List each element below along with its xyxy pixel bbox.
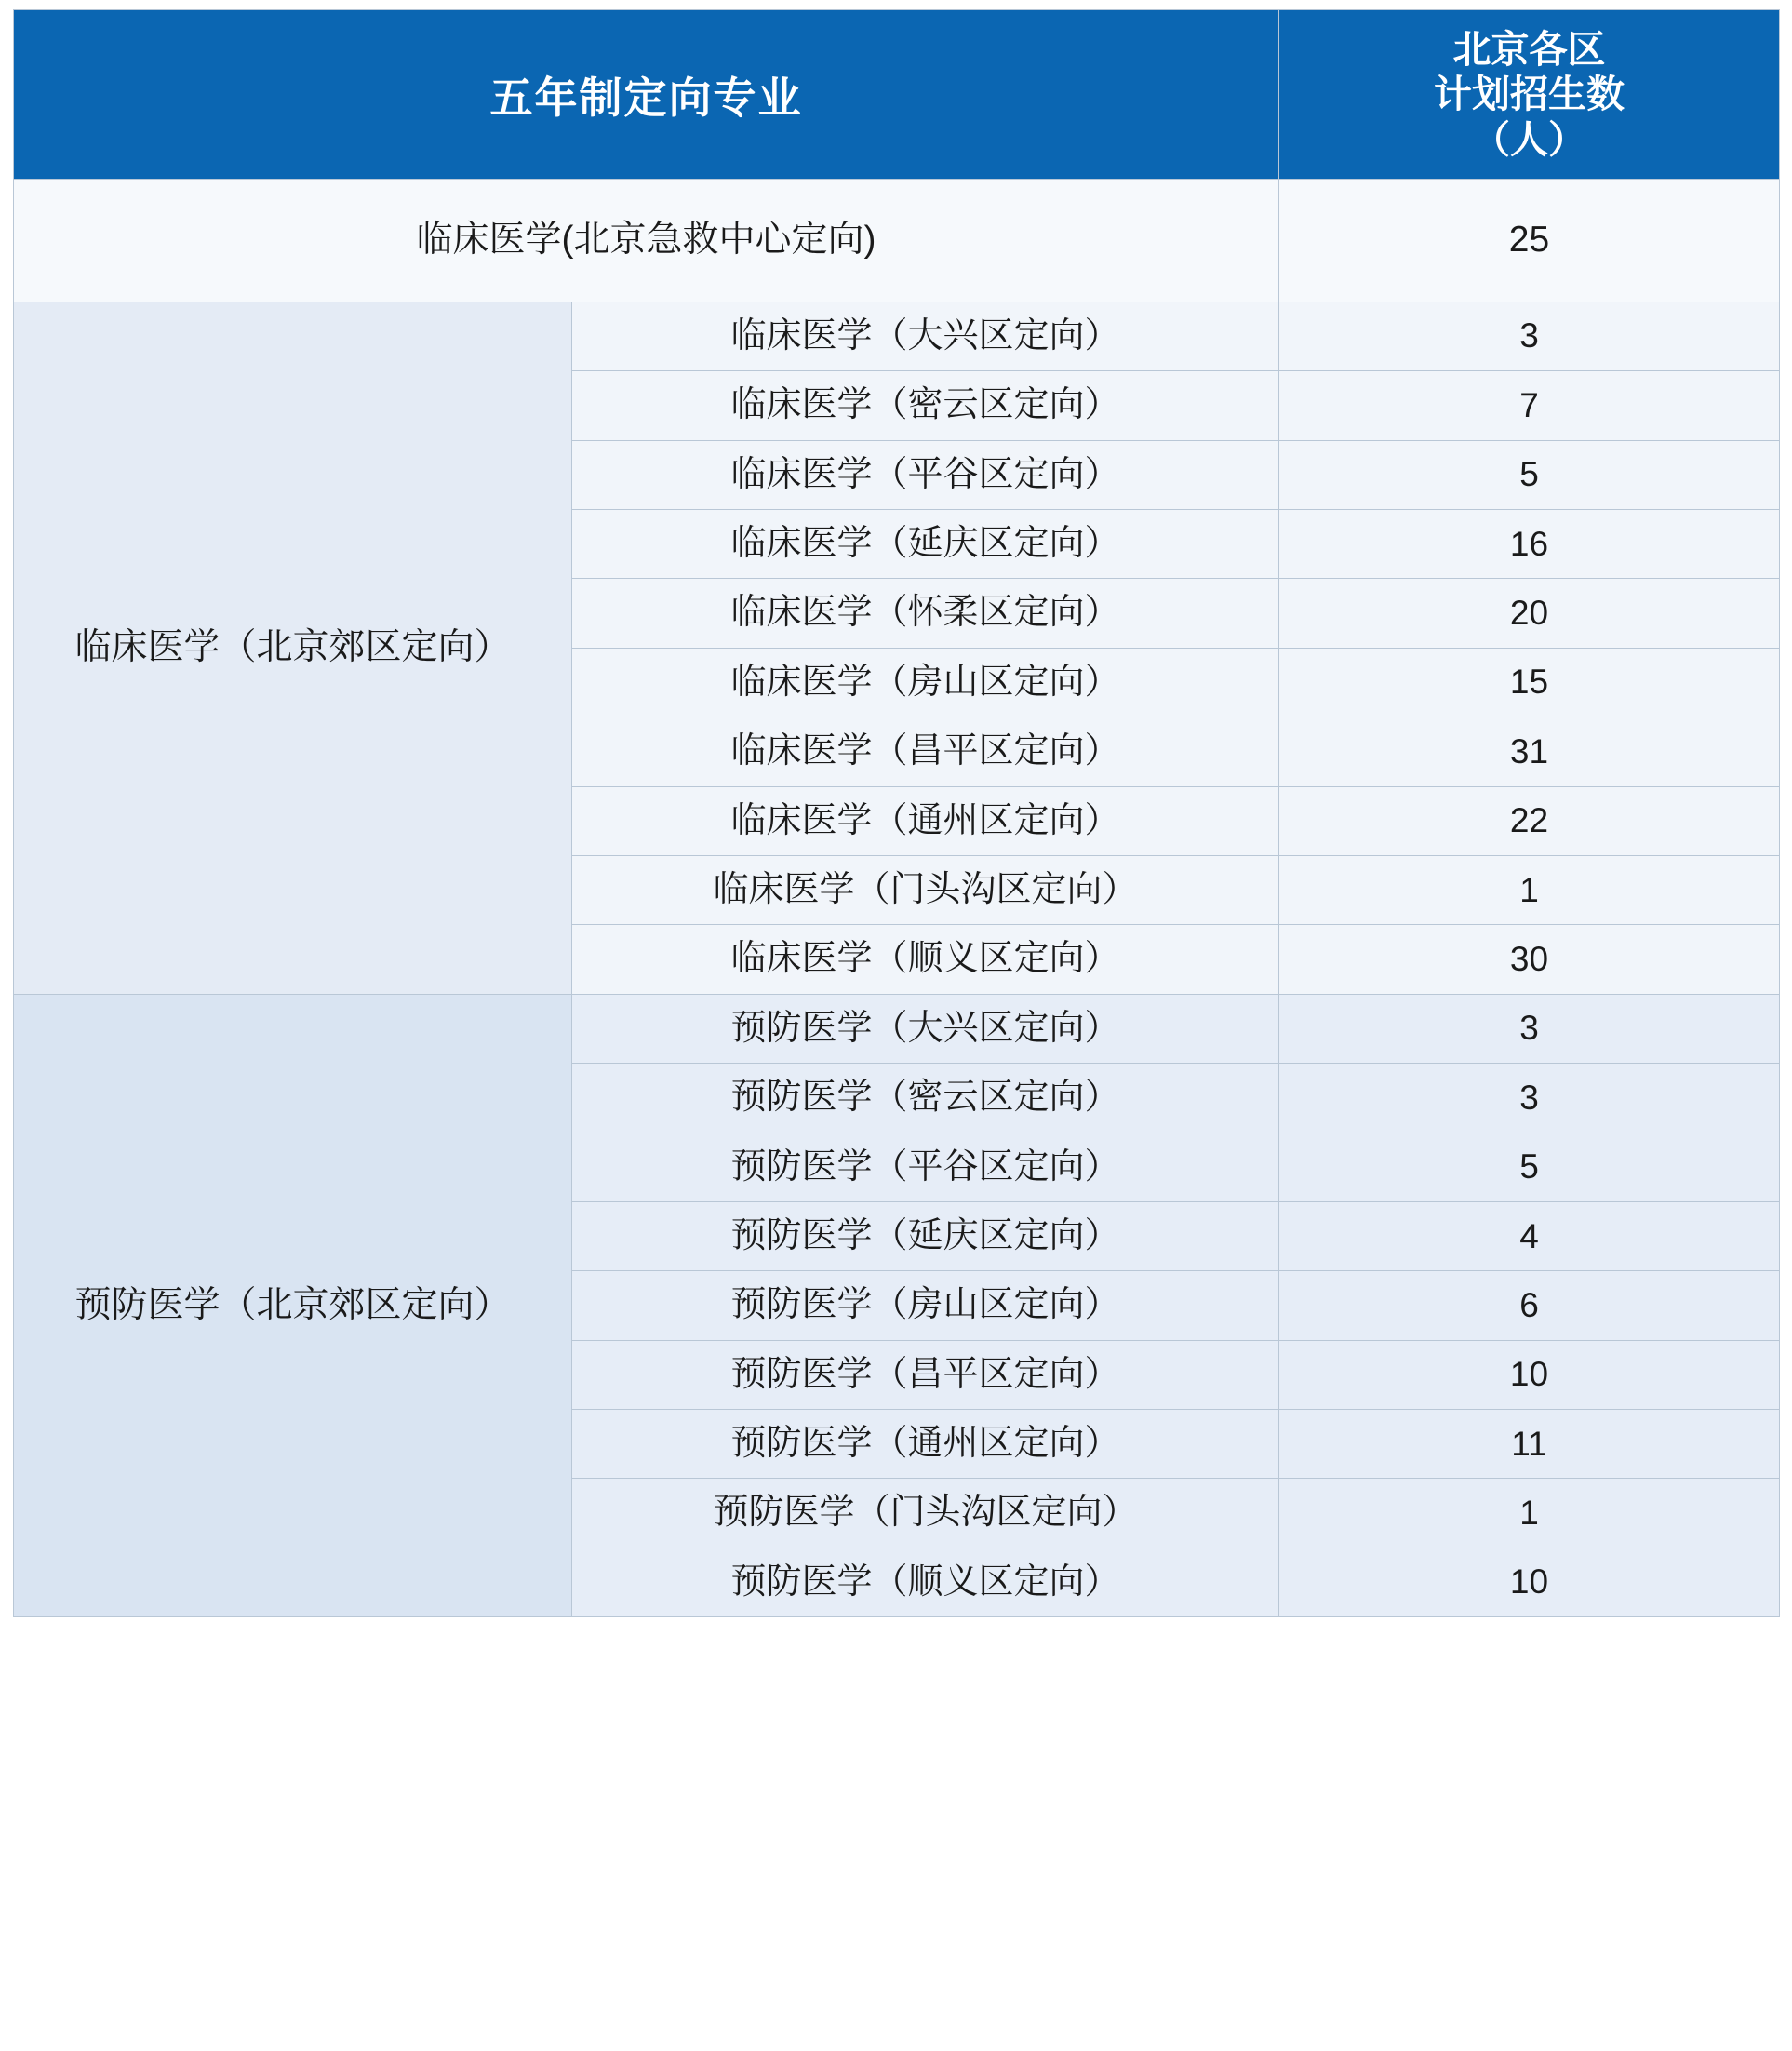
major-name: 临床医学(北京急救中心定向): [14, 180, 1279, 302]
major-name: 临床医学（大兴区定向）: [572, 302, 1279, 370]
plan-count: 1: [1279, 855, 1780, 924]
table-body: [14, 180, 1780, 1617]
plan-count: 5: [1279, 440, 1780, 509]
header-count-line-1: 北京各区: [1452, 28, 1606, 71]
major-name: 预防医学（通州区定向）: [572, 1410, 1279, 1479]
major-name: 预防医学（门头沟区定向）: [572, 1479, 1279, 1548]
enrollment-plan-table: [13, 9, 1780, 1617]
header-count: [1279, 10, 1780, 180]
plan-count: 6: [1279, 1271, 1780, 1340]
table-row: [14, 302, 1780, 370]
major-name: 临床医学（房山区定向）: [572, 648, 1279, 717]
plan-count: 16: [1279, 509, 1780, 578]
plan-count: 10: [1279, 1340, 1780, 1409]
major-name: 临床医学（密云区定向）: [572, 371, 1279, 440]
plan-count: 3: [1279, 1064, 1780, 1133]
header-count-line-3: （人）: [1472, 117, 1586, 161]
header-row: [14, 10, 1780, 180]
group-label-clinic: 临床医学（北京郊区定向）: [14, 302, 572, 994]
plan-count: 5: [1279, 1133, 1780, 1201]
major-name: 临床医学（平谷区定向）: [572, 440, 1279, 509]
plan-count: 7: [1279, 371, 1780, 440]
major-name: 预防医学（房山区定向）: [572, 1271, 1279, 1340]
major-name: 临床医学（顺义区定向）: [572, 925, 1279, 994]
plan-count: 10: [1279, 1548, 1780, 1616]
table-row: [14, 994, 1780, 1063]
plan-count: 25: [1279, 180, 1780, 302]
plan-count: 20: [1279, 579, 1780, 648]
major-name: 临床医学（怀柔区定向）: [572, 579, 1279, 648]
table-row: [14, 180, 1780, 302]
major-name: 预防医学（昌平区定向）: [572, 1340, 1279, 1409]
plan-count: 15: [1279, 648, 1780, 717]
header-major: 五年制定向专业: [14, 10, 1279, 180]
plan-count: 3: [1279, 994, 1780, 1063]
major-name: 预防医学（顺义区定向）: [572, 1548, 1279, 1616]
plan-count: 22: [1279, 786, 1780, 855]
table-header: [14, 10, 1780, 180]
plan-count: 1: [1279, 1479, 1780, 1548]
header-count-line-2: 计划招生数: [1434, 73, 1625, 116]
major-name: 临床医学（延庆区定向）: [572, 509, 1279, 578]
major-name: 临床医学（昌平区定向）: [572, 717, 1279, 786]
major-name: 预防医学（密云区定向）: [572, 1064, 1279, 1133]
group-label-prevention: 预防医学（北京郊区定向）: [14, 994, 572, 1617]
major-name: 临床医学（通州区定向）: [572, 786, 1279, 855]
major-name: 预防医学（平谷区定向）: [572, 1133, 1279, 1201]
major-name: 预防医学（延庆区定向）: [572, 1201, 1279, 1270]
major-name: 临床医学（门头沟区定向）: [572, 855, 1279, 924]
plan-count: 11: [1279, 1410, 1780, 1479]
plan-count: 30: [1279, 925, 1780, 994]
plan-count: 4: [1279, 1201, 1780, 1270]
plan-count: 3: [1279, 302, 1780, 370]
plan-count: 31: [1279, 717, 1780, 786]
major-name: 预防医学（大兴区定向）: [572, 994, 1279, 1063]
